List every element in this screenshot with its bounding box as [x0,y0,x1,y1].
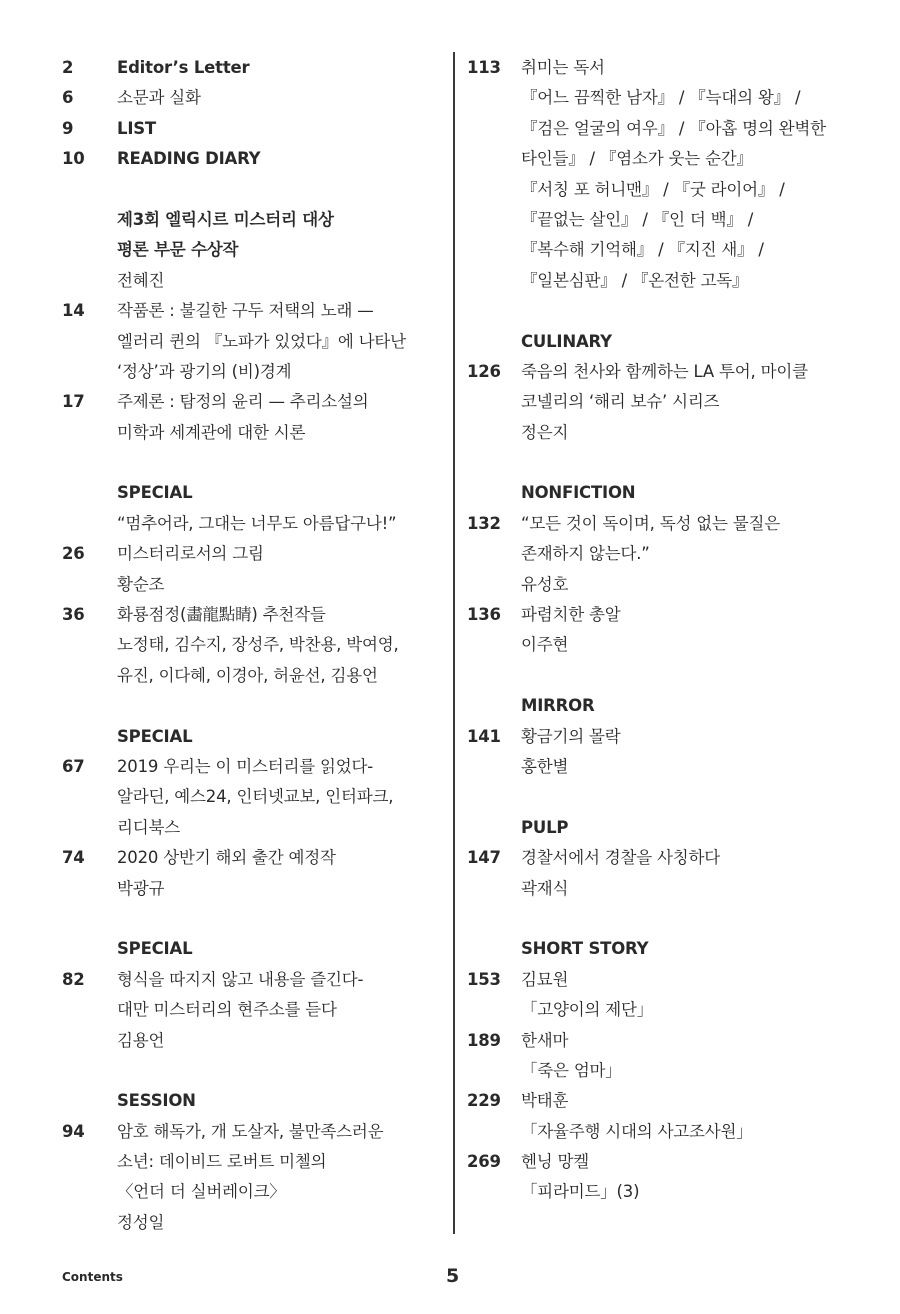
toc-entry [62,83,442,113]
toc-section-heading: READING DIARY [117,149,261,169]
toc-entry [62,965,442,995]
section-spacer [467,296,887,326]
toc-entry [62,600,442,630]
toc-page-number: 17 [62,392,85,412]
toc-entry [62,235,442,265]
toc-entry-text: “멈추어라, 그대는 너무도 아름답구나!” [117,513,397,533]
toc-entry-text: 황순조 [117,574,165,594]
toc-page-number: 147 [467,848,501,868]
toc-entry [62,327,442,357]
toc-entry-text: 「자율주행 시대의 사고조사원」 [521,1121,753,1141]
toc-page-number: 67 [62,756,85,776]
toc-entry [467,752,887,782]
toc-entry-text: 경찰서에서 경찰을 사칭하다 [521,848,720,868]
section-spacer [62,904,442,934]
toc-entry [467,813,887,843]
section-spacer [62,1056,442,1086]
toc-page-number: 10 [62,149,85,169]
toc-entry [62,722,442,752]
toc-entry-text: 『끝없는 살인』 / 『인 더 백』 / [521,209,754,229]
toc-entry-text: 죽음의 천사와 함께하는 LA 투어, 마이클 [521,361,808,381]
toc-entry-text: 헨닝 망켈 [521,1152,590,1172]
toc-entry [62,874,442,904]
toc-entry-text: 2020 상반기 해외 출간 예정작 [117,848,336,868]
toc-page-number: 2 [62,58,74,77]
toc-right-column [467,53,887,1208]
toc-entry [467,843,887,873]
toc-section-heading: PULP [521,817,569,837]
toc-entry-text: 코넬리의 ‘해리 보슈’ 시리즈 [521,392,720,412]
toc-entry-text: 유진, 이다혜, 이경아, 허윤선, 김용언 [117,665,378,685]
toc-section-heading: SPECIAL [117,483,193,503]
toc-entry-text: 소년: 데이비드 로버트 미첼의 [117,1152,327,1172]
toc-entry [62,630,442,660]
toc-entry [467,266,887,296]
section-spacer [62,448,442,478]
toc-entry [467,1026,887,1056]
toc-entry-text: 파렴치한 총알 [521,605,621,625]
toc-page-number: 229 [467,1091,501,1111]
toc-entry-text: 대만 미스터리의 현주소를 듣다 [117,1000,337,1020]
toc-entry-text: 존재하지 않는다.” [521,544,650,564]
toc-entry-text: 「피라미드」(3) [521,1182,640,1202]
section-spacer [62,691,442,721]
toc-page-number: 14 [62,301,85,321]
toc-entry [62,782,442,812]
toc-entry [62,813,442,843]
toc-entry-text: 『일본심판』 / 『온전한 고독』 [521,270,749,290]
column-divider [453,52,455,1234]
toc-entry [467,995,887,1025]
toc-entry-text: 「죽은 엄마」 [521,1060,622,1080]
toc-entry-text: 『검은 얼굴의 여우』 / 『아홉 명의 완벽한 [521,118,826,138]
toc-entry [467,722,887,752]
section-spacer [62,175,442,205]
toc-entry-text: 『복수해 기억해』 / 『지진 새』 / [521,240,764,260]
toc-entry [467,570,887,600]
toc-entry [467,934,887,964]
toc-page-number: 113 [467,58,501,77]
toc-section-heading: MIRROR [521,696,595,716]
toc-entry [467,1177,887,1207]
toc-entry [62,418,442,448]
toc-entry [467,175,887,205]
toc-entry [62,509,442,539]
toc-entry [62,1208,442,1238]
toc-section-heading: SPECIAL [117,726,193,746]
toc-entry-text: 김용언 [117,1030,165,1050]
toc-entry [62,1026,442,1056]
toc-entry [62,53,442,83]
toc-entry [467,418,887,448]
toc-page-number: 94 [62,1121,85,1141]
toc-entry [62,539,442,569]
toc-entry-text: 곽재식 [521,878,569,898]
toc-entry [467,509,887,539]
toc-entry [467,53,887,83]
toc-entry [467,600,887,630]
toc-page-number: 132 [467,513,501,533]
toc-entry [62,114,442,144]
toc-entry [62,205,442,235]
toc-entry-text: 전혜진 [117,270,165,290]
toc-page-number: 153 [467,969,501,989]
toc-page-number: 6 [62,88,74,108]
toc-section-heading: 제3회 엘릭시르 미스터리 대상 [117,209,334,229]
toc-entry-text: 박광규 [117,878,165,898]
toc-entry-text: 엘러리 퀸의 『노파가 있었다』에 나타난 [117,331,406,351]
toc-entry [467,630,887,660]
toc-section-heading: Editor’s Letter [117,58,250,77]
toc-entry [467,235,887,265]
toc-entry-text: 박태훈 [521,1091,569,1111]
page-number: 5 [446,1265,460,1287]
toc-entry [62,357,442,387]
toc-entry [62,934,442,964]
toc-page-number: 189 [467,1030,501,1050]
toc-entry [62,661,442,691]
toc-entry [467,1117,887,1147]
toc-section-heading: SHORT STORY [521,939,649,959]
toc-page-number: 136 [467,605,501,625]
toc-entry [467,1056,887,1086]
toc-entry-text: 〈언더 더 실버레이크〉 [117,1182,286,1202]
section-spacer [467,661,887,691]
toc-entry-text: 홍한별 [521,756,569,776]
toc-entry [467,387,887,417]
toc-entry-text: 김묘원 [521,969,569,989]
toc-entry-text: 타인들』 / 『염소가 웃는 순간』 [521,149,753,169]
toc-section-heading: SESSION [117,1091,196,1111]
toc-entry-text: 유성호 [521,574,569,594]
toc-entry-text: 화룡점정(畵龍點睛) 추천작들 [117,605,326,625]
toc-page-number: 141 [467,726,501,746]
toc-entry-text: “모든 것이 독이며, 독성 없는 물질은 [521,513,780,533]
toc-entry-text: 『어느 끔찍한 남자』 / 『늑대의 왕』 / [521,88,801,108]
toc-entry-text: 『서칭 포 허니맨』 / 『굿 라이어』 / [521,179,785,199]
toc-entry [62,1117,442,1147]
toc-page-number: 26 [62,544,85,564]
toc-entry [467,965,887,995]
toc-page-number: 9 [62,118,74,138]
section-spacer [467,782,887,812]
toc-entry [62,1086,442,1116]
toc-entry-text: 정성일 [117,1212,165,1232]
toc-entry-text: 노정태, 김수지, 장성주, 박찬용, 박여영, [117,635,399,655]
toc-left-column [62,53,442,1238]
toc-entry [62,387,442,417]
section-spacer [467,904,887,934]
toc-entry [62,752,442,782]
toc-entry-text: 미학과 세계관에 대한 시론 [117,422,306,442]
toc-entry-text: 이주현 [521,635,569,655]
toc-page-number: 82 [62,969,85,989]
toc-entry-text: 정은지 [521,422,569,442]
toc-entry-text: 소문과 실화 [117,88,201,108]
toc-entry-text: 형식을 따지지 않고 내용을 즐긴다- [117,969,364,989]
toc-page-number: 74 [62,848,85,868]
toc-entry [467,478,887,508]
toc-entry-text: 「고양이의 제단」 [521,1000,654,1020]
toc-entry [62,570,442,600]
toc-entry [62,843,442,873]
toc-entry [467,539,887,569]
toc-page-number: 36 [62,605,85,625]
toc-entry-text: ‘정상’과 광기의 (비)경계 [117,361,292,381]
toc-entry [467,874,887,904]
toc-entry [62,1177,442,1207]
toc-page-number: 269 [467,1152,501,1172]
toc-section-heading: 평론 부문 수상작 [117,240,239,260]
toc-entry-text: 2019 우리는 이 미스터리를 읽었다- [117,756,373,776]
toc-entry [467,691,887,721]
toc-entry [62,266,442,296]
toc-entry-text: 주제론 : 탐정의 윤리 — 추리소설의 [117,392,369,412]
toc-entry [467,83,887,113]
footer-label: Contents [62,1270,123,1284]
toc-entry [62,478,442,508]
toc-entry-text: 황금기의 몰락 [521,726,621,746]
toc-entry-text: 한새마 [521,1030,569,1050]
toc-entry-text: 암호 해독가, 개 도살자, 불만족스러운 [117,1121,384,1141]
toc-entry-text: 알라딘, 예스24, 인터넷교보, 인터파크, [117,787,394,807]
toc-entry [62,995,442,1025]
toc-page-number: 126 [467,361,501,381]
toc-entry-text: 리디북스 [117,817,180,837]
toc-entry [62,296,442,326]
toc-entry [467,144,887,174]
toc-entry-text: 미스터리로서의 그림 [117,544,264,564]
toc-entry [467,357,887,387]
toc-section-heading: LIST [117,118,156,138]
toc-entry [467,1086,887,1116]
section-spacer [467,448,887,478]
toc-entry [62,1147,442,1177]
toc-section-heading: SPECIAL [117,939,193,959]
toc-entry [467,1147,887,1177]
toc-section-heading: NONFICTION [521,483,636,503]
toc-entry [467,205,887,235]
toc-entry [467,114,887,144]
toc-entry [467,327,887,357]
toc-section-heading: CULINARY [521,331,612,351]
toc-entry-text: 취미는 독서 [521,58,605,77]
toc-entry [62,144,442,174]
toc-entry-text: 작품론 : 불길한 구두 저택의 노래 — [117,301,374,321]
